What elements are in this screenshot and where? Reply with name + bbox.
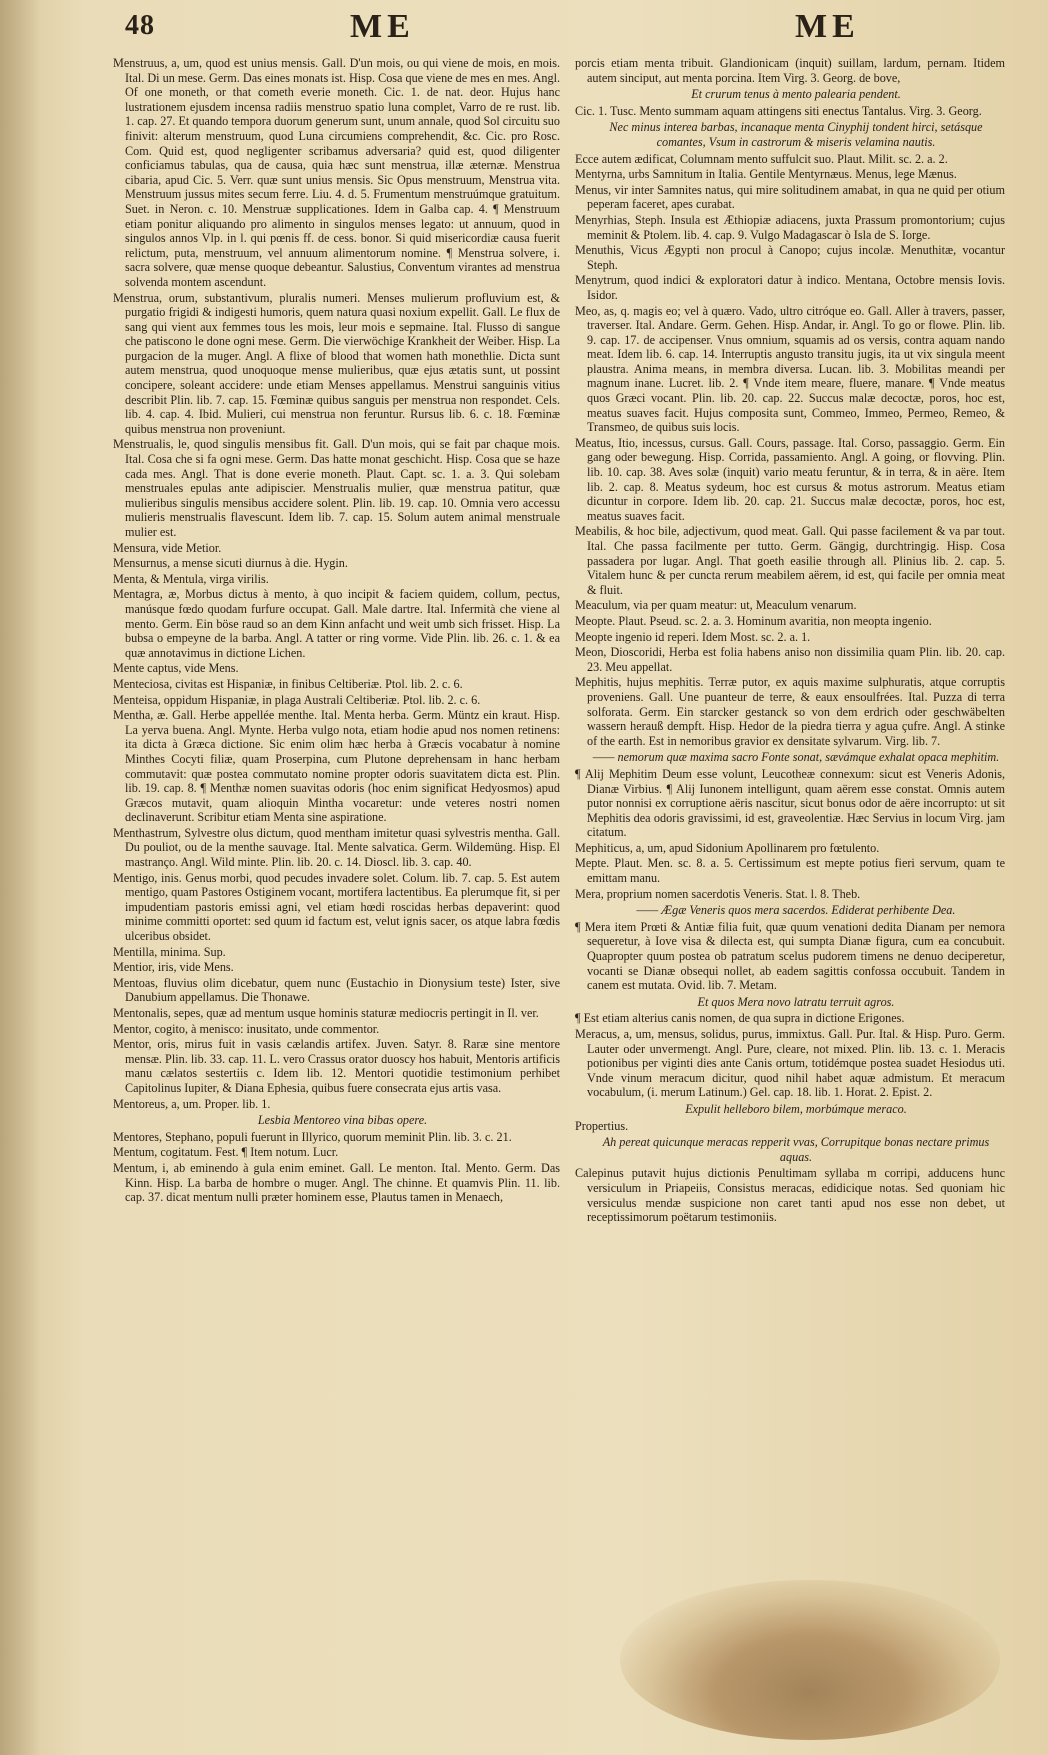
dictionary-entry: Mentor, cogito, à menisco: inusitato, unde commentor. xyxy=(113,1021,380,1036)
verse-quote: Et quos Mera novo latratu terruit agros. xyxy=(697,994,895,1009)
dictionary-entry: Mentha, æ. Gall. Herbe appellée menthe. Ital. Menta herba. Germ. Müntz ein kraut. Hisp. La yerva buena. Angl. Mynte. Herba vulgo nota, etiam hodie apud nos nomen retinens: ita dicta à Græca dictione. Sic enim olim hæc herba à Græcis vocabatur à nomine Minthes Cocyti filiæ, quam Proserpina, cum Plutone deprehensam in hanc herbam commutavit: quæ postea commutato nomine propter odoris suavitatem dicta est. Plin. lib. 19. cap. 8. ¶ Menthæ nomen suavitas odoris (hoc enim significat Hedyosmos) apud Græcos mutavit, quam alioquin Mintha vocaretur: unde veteres nostri nomen declinaverunt. Scribitur etiam Menta sine aspiratione. xyxy=(113,708,560,825)
dictionary-entry: Mephiticus, a, um, apud Sidonium Apollinarem pro fœtulento. xyxy=(575,840,880,855)
dictionary-entry: Meopte. Plaut. Pseud. sc. 2. a. 3. Hominum avaritia, non meopta ingenio. xyxy=(575,613,932,628)
dictionary-entry: Mentonalis, sepes, quæ ad mentum usque hominis staturæ mediocris pertingit in Il. ver. xyxy=(113,1006,539,1020)
dictionary-entry: Menus, vir inter Samnites natus, qui mire solitudinem amabat, in qua ne quid per otium peperam faceret, apes curabat. xyxy=(575,182,1005,212)
verse-quote: —— nemorum quæ maxima sacro Fonte sonat, sævámque exhalat opaca mephitim. xyxy=(592,750,1000,765)
dictionary-entry: Ecce autem ædificat, Columnam mento suffulcit suo. Plaut. Milit. sc. 2. a. 2. xyxy=(575,151,948,166)
dictionary-entry: Meracus, a, um, mensus, solidus, purus, immixtus. Gall. Pur. Ital. & Hisp. Puro. Germ. Lauter oder unvermengt. Angl. Pure, cleare, not mixed. Plin. lib. 13. c. 1. Meracis potionibus per viginti dies ante Canis ortum, totidémque postea suadet Hesiodus uti. Vnde vinum meracum dicitur, quod nihil habet aquæ admistum. Et meracum vocabulum, (i. merum Latinum.) Gel. cap. 18. lib. 1. Horat. 2. Epist. 2. xyxy=(575,1027,1005,1100)
dictionary-entry: Cic. 1. Tusc. Mento summam aquam attingens siti enectus Tantalus. Virg. 3. Georg. xyxy=(575,103,982,118)
dictionary-entry: Meatus, Itio, incessus, cursus. Gall. Cours, passage. Ital. Corso, passaggio. Germ. Ein gang oder bewegung. Hisp. Corrida, passamiento. Angl. A going, or flovving. Plin. lib. 10. cap. 38. Aves solæ (inquit) vario meatu feruntur, & in terra, & in aëre. Item lib. 2. cap. 8. Meatus sydeum, hoc est cursus & motus astrorum. Meatus etiam dicuntur in corpore. Idem lib. 20. cap. 21. Succus malæ decoctæ, poros, hoc est, meatus suaves facit. xyxy=(575,435,1005,523)
dictionary-entry: Menteisa, oppidum Hispaniæ, in plaga Australi Celtiberiæ. Ptol. lib. 2. c. 6. xyxy=(113,692,481,707)
dictionary-entry: Menuthis, Vicus Ægypti non procul à Canopo; cujus incolæ. Menuthitæ, vocantur Steph. xyxy=(575,243,1005,272)
dictionary-entry: Meopte ingenio id reperi. Idem Most. sc. 2. a. 1. xyxy=(575,629,811,644)
dictionary-entry: ¶ Mera item Prœti & Antiæ filia fuit, quæ quum venationi dedita Dianam per nemora sequeretur, à Iove visa & dilecta est, qui sumpta Dianæ figura, cum ea concubuit. Quapropter quum postea ob patratum scelus pudorem timens ne denuo deciperetur, vocanti se Dianæ obsequi nollet, ab eadem sagittis confossa occubuit. Tandem in canem est mutata. Ovid. lib. 7. Metam. xyxy=(575,919,1005,993)
dictionary-entry: Mera, proprium nomen sacerdotis Veneris. Stat. l. 8. Theb. xyxy=(575,886,861,901)
water-stain xyxy=(620,1580,1000,1740)
dictionary-entry: Mepte. Plaut. Men. sc. 8. a. 5. Certissimum est mepte potius fieri servum, quam te emittam manu. xyxy=(575,856,1005,886)
dictionary-entry: Mentilla, minima. Sup. xyxy=(113,944,226,959)
dictionary-entry: porcis etiam menta tribuit. Glandionicam (inquit) suillam, lardum, pernam. Itidem autem sinciput, aut menta porcina. Item Virg. 3. Georg. de bove, xyxy=(575,56,1005,85)
page-header xyxy=(0,8,1048,54)
dictionary-entry: Mensurnus, a mense sicuti diurnus à die. Hygin. xyxy=(113,556,348,571)
verse-quote: Nec minus interea barbas, incanaque menta Cinyphij tondent hirci, setásque comantes, Vsum in castrorum & miseris velamina nautis. xyxy=(609,120,983,149)
verse-quote: Ah pereat quicunque meracas repperit vvas, Corrupitque bonas nectare primus aquas. xyxy=(602,1135,990,1164)
dictionary-entry: Meabilis, & hoc bile, adjectivum, quod meat. Gall. Qui passe facilement & va par tout. Ital. Che passa facilmente per tutto. Germ. Gängig, durchtringig. Hisp. Cosa passadera por lugar. Angl. That goeth easilie through all. Plinius lib. 2. cap. 5. Vitalem hunc & per cuncta rerum meabilem aërem, id est, qui facile per omnia meat & fluit. xyxy=(575,524,1005,597)
right-column xyxy=(575,56,1005,1746)
verse-quote: —— Ægæ Veneris quos mera sacerdos. Ediderat perhibente Dea. xyxy=(636,903,956,918)
dictionary-entry: ¶ Est etiam alterius canis nomen, de qua supra in dictione Erigones. xyxy=(575,1011,905,1026)
verse-quote: Expulit helleboro bilem, morbúmque meraco. xyxy=(685,1101,907,1116)
dictionary-entry: Meon, Dioscoridi, Herba est folia habens aniso non dissimilia quam Plin. lib. 20. cap. 23. Meu appellat. xyxy=(575,645,1005,674)
dictionary-entry: Mentor, oris, mirus fuit in vasis cælandis artifex. Juven. Satyr. 8. Raræ sine mentore mensæ. Plin. lib. 33. cap. 11. L. vero Crassus orator duoscy hos habuit, Mentoris artificis manu cælatos sestertiis c. Idem lib. 12. Mentori quotidie testimonium perhibet Capitolinus Iupiter, & Diana Ephesia, quibus fuere consecrata ejus artis vasa. xyxy=(113,1037,560,1095)
dictionary-entry: Mentagra, æ, Morbus dictus à mento, à quo incipit & faciem quidem, collum, pectus, manúsque fœdo quodam furfure occupat. Gall. Male dartre. Ital. Infermità che viene al mento. Germ. Ein böse raud so an dem Kinn anfacht und weit umb sich frisset. Hisp. La bubsa o empeyne de la barba. Angl. A tatter or ring vorme. Vide Plin. lib. 26. c. 1. & ea quæ annotavimus in dictione Lichen. xyxy=(113,587,560,660)
dictionary-entry: Meaculum, via per quam meatur: ut, Meaculum venarum. xyxy=(575,598,857,613)
dictionary-entry: Menytrum, quod indici & exploratori datur à indico. Mentana, Octobre mensis Iovis. Isidor. xyxy=(575,273,1005,302)
dictionary-entry: Mentoreus, a, um. Proper. lib. 1. xyxy=(113,1096,271,1111)
binding-shadow xyxy=(0,0,40,1755)
dictionary-entry: Menstrualis, le, quod singulis mensibus fit. Gall. D'un mois, qui se fait par chaque mois. Ital. Cosa che si fa ogni mese. Germ. Das hatte monat geschicht. Hisp. Cosa que se haze cada mes. Angl. That is done everie moneth. Plaut. Capt. sc. 1. a. 3. Qui solebam menstruales epulas ante adipiscier. Menstrualis mulier, quæ menstrua patitur, quæ mulieribus singulis mensibus accidere solent. Plin. lib. 19. cap. 10. Omnia vero accessu mulieris menstrualis flavescunt. Idem lib. 7. cap. 15. Solum autem animal menstruale mulier est. xyxy=(113,437,560,539)
dictionary-entry: Menstrua, orum, substantivum, pluralis numeri. Menses mulierum profluvium est, & purgatio frigidi & indigesti humoris, quem natura quasi noxium expellit. Gall. Le flux de sang qui vient aux femmes tous les mois, leur mois e sepmaine. Ital. Flusso di sangue che patiscono le done ogni mese. Germ. Die vierwöchige Krankheit der Weiber. Hisp. La purgacion de la muger. Angl. A flixe of blood that women hath monethlie. Dicta sunt autem menstrua, quod unoquoque mense mulieribus, quæ ejus ætatis sunt, ut possint concipere, soleant accidere: unde etiam Menses appellamus. Menstrui sanguinis vitius describit Plin. lib. 7. cap. 15. Fœminæ quibus sanguis per menstrua non respondet. Cels. lib. 4. cap. 4. Ibid. Mulieri, cui menstrua non feruntur. Rursus lib. 6. c. 18. Fœminæ quibus menstrua non proveniunt. xyxy=(113,290,560,436)
dictionary-entry: Menstruus, a, um, quod est unius mensis. Gall. D'un mois, ou qui viene de mois, en mois. Ital. Di un mese. Germ. Das eines monats ist. Hisp. Cosa que viene de mes en mes. Angl. Of one moneth, or that cometh everie moneth. Cic. 1. de nat. deor. Hujus hanc lustrationem ejusdem incensa radiis menstruo spatio luna complet, Varro de re rust. lib. 1. cap. 27. Et quando tempora duorum generum sunt, unum annale, quod Sol circuitu suo finivit: alterum menstruum, quod Luna circumiens comprehendit, &c. Cic. pro Rosc. Com. Quid est, quod negligenter scribamus adversaria? quid est, quod diligenter conficiamus tabulas, qua de causa, quia hæc sunt menstrua, illæ æternæ. Menstrua cibaria, apud Cic. 5. Verr. quæ sunt unius mensis. Sic Opus menstruum, Menstrua vita. Menstruum jussus mites secum ferre. Liu. 4. d. 5. Frumentum menstruúmque gratuitum. Suet. in Neron. c. 10. Menstruæ supplicationes. Idem in Galba cap. 4. ¶ Menstruum etiam ponitur aliquando pro alimento in singulos menses legato: ut annuum, quod in singulos annos Vlp. in l. qui pœnis ff. de cess. bonor. Si quid misericordiæ causa fuerit relictum, puta, menstruum, vel annuum alimentorum nomine. ¶ Menstrua solvere, i. sacra solvere, quæ mense quoque debeantur. Salustius, Conventum virantes ad menstrua solvenda montem ascendunt. xyxy=(113,56,560,289)
dictionary-entry: Menteciosa, civitas est Hispaniæ, in finibus Celtiberiæ. Ptol. lib. 2. c. 6. xyxy=(113,676,463,691)
dictionary-entry: Mentoas, fluvius olim dicebatur, quem nunc (Eustachio in Dionysium teste) Ister, sive Danubium appellamus. Die Thonawe. xyxy=(113,975,560,1005)
dictionary-entry: Menyrhias, Steph. Insula est Æthiopiæ adiacens, juxta Prassum promontorium; cujus meminit & Ptolem. lib. 4. cap. 9. Vulgo Madagascar ò Isla de S. Iorge. xyxy=(575,212,1005,242)
page-number: 48 xyxy=(125,10,155,41)
dictionary-entry: Mentum, cogitatum. Fest. ¶ Item notum. Lucr. xyxy=(113,1145,339,1160)
dictionary-entry: Calepinus putavit hujus dictionis Penultimam syllaba m corripi, adducens hunc versiculum in Priapeiis, Consistus meracas, edidicique notas. Sed quoniam hic versiculus mendæ suspicione non caret tanti apud nos esse non debet, ut receptissimorum poëtarum testimoniis. xyxy=(575,1166,1005,1225)
dictionary-entry: Mephitis, hujus mephitis. Terræ putor, ex aquis maxime sulphuratis, atque corruptis proveniens. Gall. Une puanteur de terre, & eaux ensoulfrées. Ital. Puzza di terra solforata. Germ. Ein starcker gestanck so von dem erdrich oder geschwäbelten wassern herauß dempft. Hisp. Hedor de la piedra tierra y agua çufre. Angl. A stinke of the earth. Est in nemoribus gravior ex densitate sylvarum. Virg. lib. 7. xyxy=(575,675,1005,748)
dictionary-entry: Mentyrna, urbs Samnitum in Italia. Gentile Mentyrnæus. Menus, lege Mænus. xyxy=(575,167,957,182)
dictionary-entry: Mente captus, vide Mens. xyxy=(113,661,239,676)
dictionary-entry: Mensura, vide Metior. xyxy=(113,540,222,555)
verse-quote: Lesbia Mentoreo vina bibas opere. xyxy=(257,1113,428,1128)
dictionary-entry: Mentior, iris, vide Mens. xyxy=(113,960,234,975)
left-column xyxy=(113,56,560,1746)
dictionary-entry: Mentigo, inis. Genus morbi, quod pecudes invadere solet. Colum. lib. 7. cap. 5. Est autem mentigo, quam Pastores Ostiginem vocant, mortifera lactentibus. Ea plerumque fit, si per impudentiam pastoris emissi agni, vel etiam hœdi roscidas herbas depaverint: quod minime committi oportet: sed quum id factum est, velut ignis sacer, os atque labra fœdis ulceribus obsidet. xyxy=(113,870,560,944)
dictionary-entry: Mentores, Stephano, populi fuerunt in Illyrico, quorum meminit Plin. lib. 3. c. 21. xyxy=(113,1129,512,1144)
running-head-right: ME xyxy=(795,8,860,45)
dictionary-entry: Menta, & Mentula, virga virilis. xyxy=(113,571,269,586)
dictionary-entry: Propertius. xyxy=(575,1118,629,1133)
dictionary-entry: Menthastrum, Sylvestre olus dictum, quod mentham imitetur quasi sylvestris mentha. Gall. Du pouliot, ou de la menthe sauvage. Ital. Mente salvatica. Germ. Wildemüng. Hisp. El mastranço. Angl. Wild minte. Plin. lib. 20. c. 14. Dioscl. lib. 3. cap. 40. xyxy=(113,825,560,870)
dictionary-entry: Meo, as, q. magis eo; vel à quæro. Vado, ultro citróque eo. Gall. Aller à travers, passer, traverser. Ital. Andare. Germ. Gehen. Hisp. Andar, ir. Angl. To go or flowe. Plin. lib. 9. cap. 17. de accipenser. Vnus omnium, squamis ad os versis, contra aquam nando meat. Idem lib. 6. cap. 14. Interruptis angusto transitu jugis, ita ut vix singula meent plaustra. Anima means, in membra diversa. Lucan. lib. 3. Mobilitas meandi per magnum inane. Lucret. lib. 2. ¶ Vnde item meare, fluere, manare. ¶ Vnde meatus quos Græci vocant. Plin. lib. 20. cap. 22. Succus malæ decoctæ, poros, hoc est, meatus suaves facit. Hujus composita sunt, Commeo, Immeo, Permeo, Remeo, & Transmeo, de quibus suis locis. xyxy=(575,303,1005,435)
dictionary-entry: ¶ Alij Mephitim Deum esse volunt, Leucotheæ connexum: sicut est Veneris Adonis, Dianæ Virbius. ¶ Alij Iunonem intelligunt, quam aërem esse constat. Omnis autem putor nonnisi ex corruptione aëris nascitur, sicut bonus odor de aëre incorrupto: ut sit Mephitis dea odoris gravissimi, id est, graveolentiæ. Hæc Servius in locum Virg. jam citatum. xyxy=(575,766,1005,840)
dictionary-entry: Mentum, i, ab eminendo à gula enim eminet. Gall. Le menton. Ital. Mento. Germ. Das Kinn. Hisp. La barba de hombre o muger. Angl. The chinne. Et quamvis Plin. 11. lib. cap. 37. dicat mentum nulli præter hominem esse, Plautus tamen in Menaech, xyxy=(113,1160,560,1205)
running-head-left: ME xyxy=(350,8,415,45)
verse-quote: Et crurum tenus à mento palearia pendent. xyxy=(691,87,901,102)
